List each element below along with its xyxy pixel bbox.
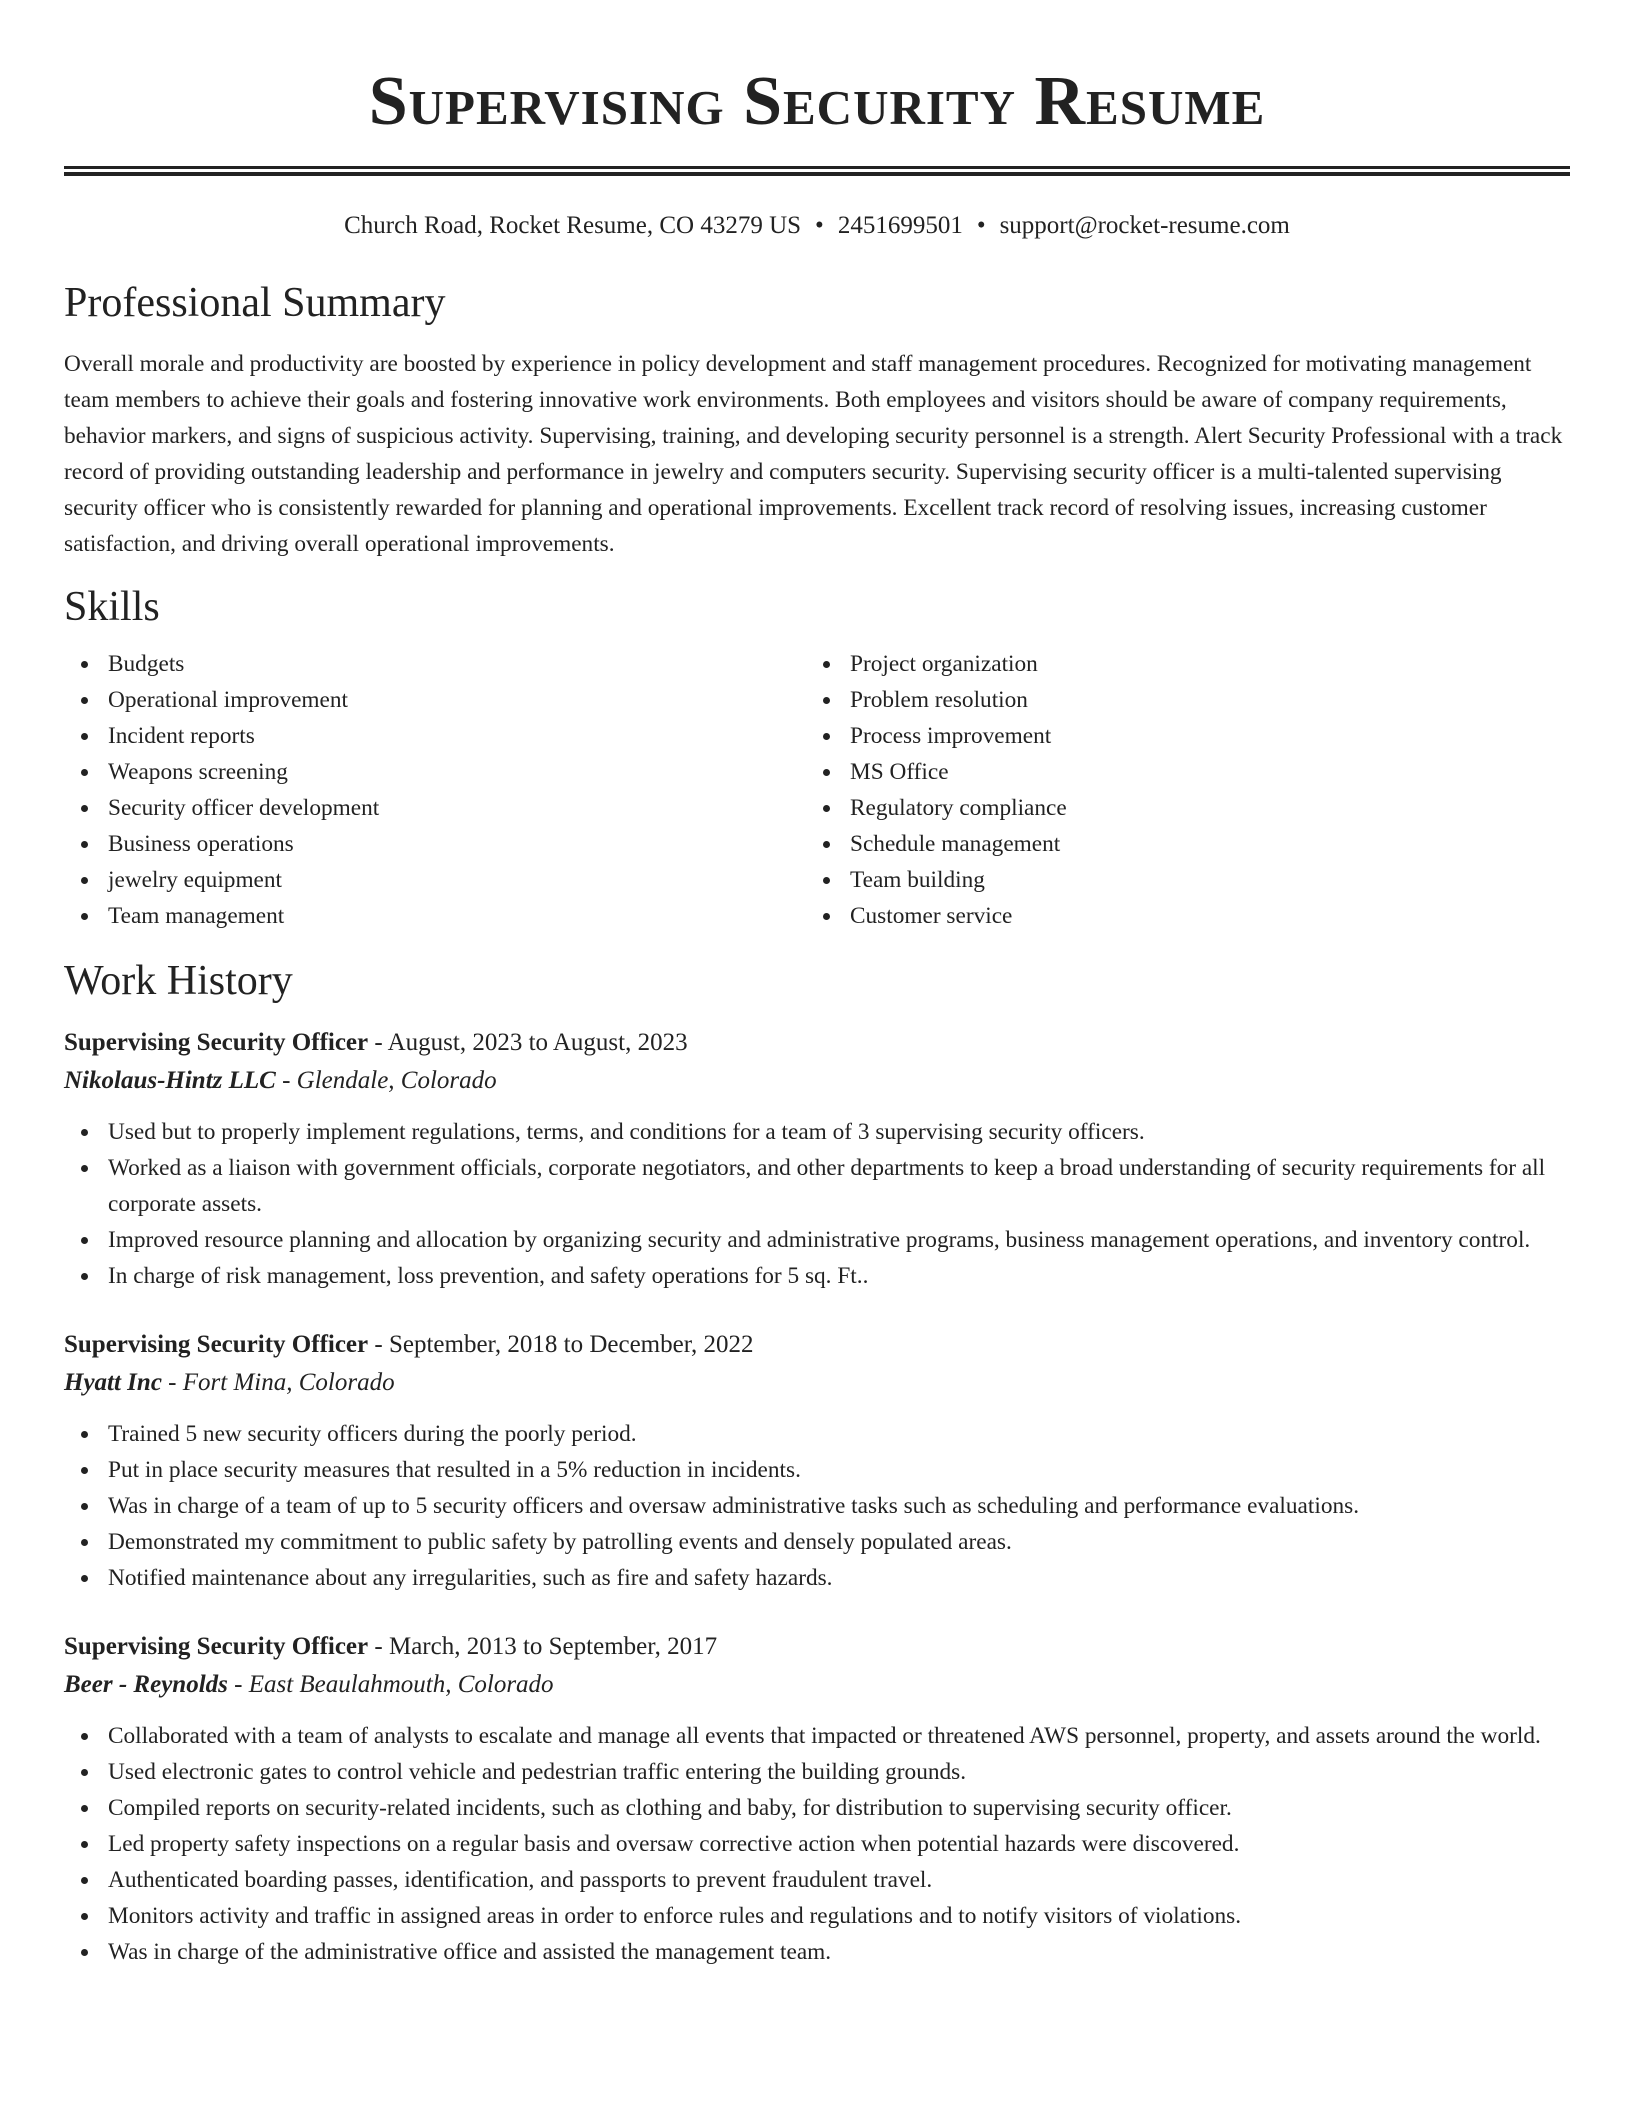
contact-phone: 2451699501 — [837, 212, 963, 239]
skill-item: Team management — [64, 898, 806, 934]
skill-item: Business operations — [64, 826, 806, 862]
job-dates: - August, 2023 to August, 2023 — [368, 1029, 688, 1056]
resume-page — [64, 0, 1570, 1970]
job-entry — [64, 1326, 1570, 1596]
company-line — [64, 1666, 1570, 1704]
job-bullet: Led property safety inspections on a regular basis and oversaw corrective action when potential hazards were discovered. — [64, 1826, 1570, 1862]
summary-heading: Professional Summary — [64, 280, 446, 326]
skill-item: Schedule management — [806, 826, 1548, 862]
contact-address: Church Road, Rocket Resume, CO 43279 US — [344, 212, 802, 239]
skill-item: Process improvement — [806, 718, 1548, 754]
company-name: Nikolaus-Hintz LLC — [64, 1067, 276, 1094]
job-bullet: Monitors activity and traffic in assigned areas in order to enforce rules and regulations and to notify visitors of violations. — [64, 1898, 1570, 1934]
skill-item: jewelry equipment — [64, 862, 806, 898]
job-title: Supervising Security Officer — [64, 1633, 369, 1660]
skill-item: Regulatory compliance — [806, 790, 1548, 826]
job-bullet: In charge of risk management, loss prevention, and safety operations for 5 sq. Ft.. — [64, 1258, 1570, 1294]
company-line — [64, 1364, 1570, 1402]
job-bullet: Collaborated with a team of analysts to escalate and manage all events that impacted or threatened AWS personnel, property, and assets around the world. — [64, 1718, 1570, 1754]
skill-item: Incident reports — [64, 718, 806, 754]
skill-item: Customer service — [806, 898, 1548, 934]
job-bullets — [64, 1718, 1570, 1970]
skills-heading: Skills — [64, 584, 160, 630]
job-bullet: Notified maintenance about any irregularities, such as fire and safety hazards. — [64, 1560, 1570, 1596]
company-name: Beer - Reynolds — [64, 1671, 228, 1698]
job-bullets — [64, 1416, 1570, 1596]
job-title-line — [64, 1326, 1570, 1364]
job-bullet: Authenticated boarding passes, identification, and passports to prevent fraudulent travel. — [64, 1862, 1570, 1898]
job-entry — [64, 1024, 1570, 1294]
contact-separator: • — [815, 212, 824, 239]
contact-email: support@rocket-resume.com — [999, 212, 1290, 239]
skills-column-right — [806, 646, 1548, 934]
job-bullet: Was in charge of the administrative office and assisted the management team. — [64, 1934, 1570, 1970]
title-divider — [64, 166, 1570, 176]
job-bullets — [64, 1114, 1570, 1294]
skill-item: Operational improvement — [64, 682, 806, 718]
job-bullet: Was in charge of a team of up to 5 security officers and oversaw administrative tasks such as scheduling and performance evaluations. — [64, 1488, 1570, 1524]
job-entry — [64, 1628, 1570, 1970]
job-title: Supervising Security Officer — [64, 1029, 369, 1056]
skill-item: Security officer development — [64, 790, 806, 826]
skill-item: Problem resolution — [806, 682, 1548, 718]
summary-text: Overall morale and productivity are boosted by experience in policy development and staff management procedures. Recognized for motivating management team members to achieve their goals and fostering innovative work environments. Both employees and visitors should be aware of company requirements, behavior markers, and signs of suspicious activity. Supervising, training, and developing security personnel is a strength. Alert Security Professional with a track record of providing outstanding leadership and performance in jewelry and computers security. Supervising security officer is a multi-talented supervising security officer who is consistently rewarded for planning and operational improvements. Excellent track record of resolving issues, increasing customer satisfaction, and driving overall operational improvements. — [64, 351, 1563, 557]
skill-item: MS Office — [806, 754, 1548, 790]
skill-item: Budgets — [64, 646, 806, 682]
job-bullet: Used electronic gates to control vehicle and pedestrian traffic entering the building grounds. — [64, 1754, 1570, 1790]
job-title: Supervising Security Officer — [64, 1331, 369, 1358]
job-bullet: Used but to properly implement regulations, terms, and conditions for a team of 3 supervising security officers. — [64, 1114, 1570, 1150]
job-title-line — [64, 1628, 1570, 1666]
job-title-line — [64, 1024, 1570, 1062]
job-bullet: Trained 5 new security officers during the poorly period. — [64, 1416, 1570, 1452]
skill-item: Weapons screening — [64, 754, 806, 790]
job-dates: - September, 2018 to December, 2022 — [368, 1331, 754, 1358]
job-bullet: Worked as a liaison with government officials, corporate negotiators, and other departments to keep a broad understanding of security requirements for all corporate assets. — [64, 1150, 1570, 1222]
job-bullet: Compiled reports on security-related incidents, such as clothing and baby, for distribution to supervising security officer. — [64, 1790, 1570, 1826]
company-line — [64, 1062, 1570, 1100]
contact-line — [64, 210, 1570, 242]
job-bullet: Put in place security measures that resulted in a 5% reduction in incidents. — [64, 1452, 1570, 1488]
company-location: - Fort Mina, Colorado — [161, 1369, 395, 1396]
company-location: - East Beaulahmouth, Colorado — [227, 1671, 554, 1698]
job-bullet: Demonstrated my commitment to public safety by patrolling events and densely populated areas. — [64, 1524, 1570, 1560]
skill-item: Project organization — [806, 646, 1548, 682]
company-name: Hyatt Inc — [64, 1369, 162, 1396]
job-bullet: Improved resource planning and allocation by organizing security and administrative programs, business management operations, and inventory control. — [64, 1222, 1570, 1258]
resume-title: Supervising Security Resume — [368, 63, 1266, 140]
job-dates: - March, 2013 to September, 2017 — [368, 1633, 718, 1660]
company-location: - Glendale, Colorado — [275, 1067, 497, 1094]
skill-item: Team building — [806, 862, 1548, 898]
work-history-heading: Work History — [64, 958, 293, 1004]
skills-list — [64, 646, 1570, 934]
contact-separator: • — [976, 212, 986, 239]
skills-column-left — [64, 646, 806, 934]
